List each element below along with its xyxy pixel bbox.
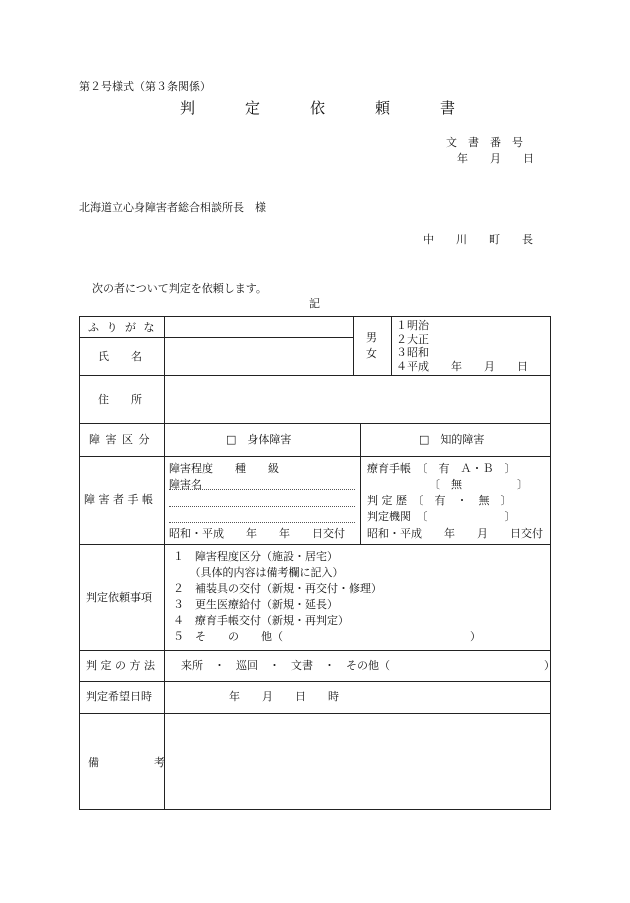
request-item: ４ 療育手帳交付（新規・再判定） [173, 614, 349, 627]
address-field[interactable] [166, 377, 548, 421]
handbook-issue-date: 昭和・平成 年 年 日交付 [169, 527, 345, 540]
request-item: ２ 補装具の交付（新規・再交付・修理） [173, 582, 382, 595]
title-char: 書 [440, 99, 456, 117]
era-meiji: １明治 [396, 319, 429, 332]
furigana-label: ふ り が な [88, 321, 157, 334]
gender-male: 男 [366, 331, 377, 344]
desired-date-label: 判定希望日時 [86, 690, 152, 703]
form-number: 第２号様式（第３条関係） [79, 80, 211, 93]
remarks-field[interactable] [166, 715, 548, 807]
handbook-disability-name: 障害名 [169, 478, 202, 491]
addressee: 北海道立心身障害者総合相談所長 様 [79, 201, 266, 214]
handbook-label: 障 害 者 手 帳 [84, 493, 153, 506]
title-char: 定 [245, 99, 261, 117]
title-char: 依 [310, 99, 326, 117]
request-item: １ 障害程度区分（施設・居宅） [173, 550, 338, 563]
category-intellectual-checkbox[interactable]: □ 知的障害 [419, 433, 485, 446]
sender: 中 川 町 長 [423, 233, 533, 246]
doc-number-label: 文 書 番 号 [446, 136, 523, 149]
era-heisei-date: ４平成 年 月 日 [396, 360, 528, 373]
method-label: 判 定 の 方 法 [86, 659, 155, 672]
ki-mark: 記 [309, 297, 320, 310]
era-taisho: ２大正 [396, 333, 429, 346]
title-char: 頼 [375, 99, 391, 117]
document-title [180, 101, 505, 116]
handbook-grade-line: 障害程度 種 級 [169, 462, 279, 475]
ryoiku-issue-date: 昭和・平成 年 月 日交付 [367, 527, 543, 540]
title-char: 判 [180, 99, 196, 117]
intro-text: 次の者について判定を依頼します。 [92, 282, 267, 295]
ryoiku-none-line: 〔 無 〕 [429, 478, 528, 491]
gender-female: 女 [366, 347, 377, 360]
remarks-label: 備 考 [88, 756, 165, 769]
request-label: 判定依頼事項 [86, 591, 152, 604]
request-form-table [79, 316, 555, 810]
category-label: 障 害 区 分 [89, 433, 151, 446]
address-label: 住 所 [98, 393, 142, 406]
category-physical-checkbox[interactable]: □ 身体障害 [226, 433, 292, 446]
agency-line: 判定機関 〔 〕 [367, 510, 516, 523]
method-value: 来所 ・ 巡回 ・ 文書 ・ その他（ ） [181, 659, 555, 672]
history-line: 判 定 歴 〔 有 ・ 無 〕 [367, 494, 512, 507]
request-item: （具体的内容は備考欄に記入） [173, 566, 344, 579]
request-item: ５ そ の 他（ ） [173, 630, 481, 643]
desired-date-value: 年 月 日 時 [229, 690, 339, 703]
name-field[interactable] [166, 339, 351, 373]
name-label: 氏 名 [98, 350, 142, 363]
era-showa: ３昭和 [396, 346, 429, 359]
ryoiku-line: 療育手帳 〔 有 Ａ・Ｂ 〕 [367, 462, 516, 475]
request-item: ３ 更生医療給付（新規・延長） [173, 598, 338, 611]
doc-date-line: 年 月 日 [457, 152, 534, 165]
furigana-field[interactable] [166, 318, 351, 336]
